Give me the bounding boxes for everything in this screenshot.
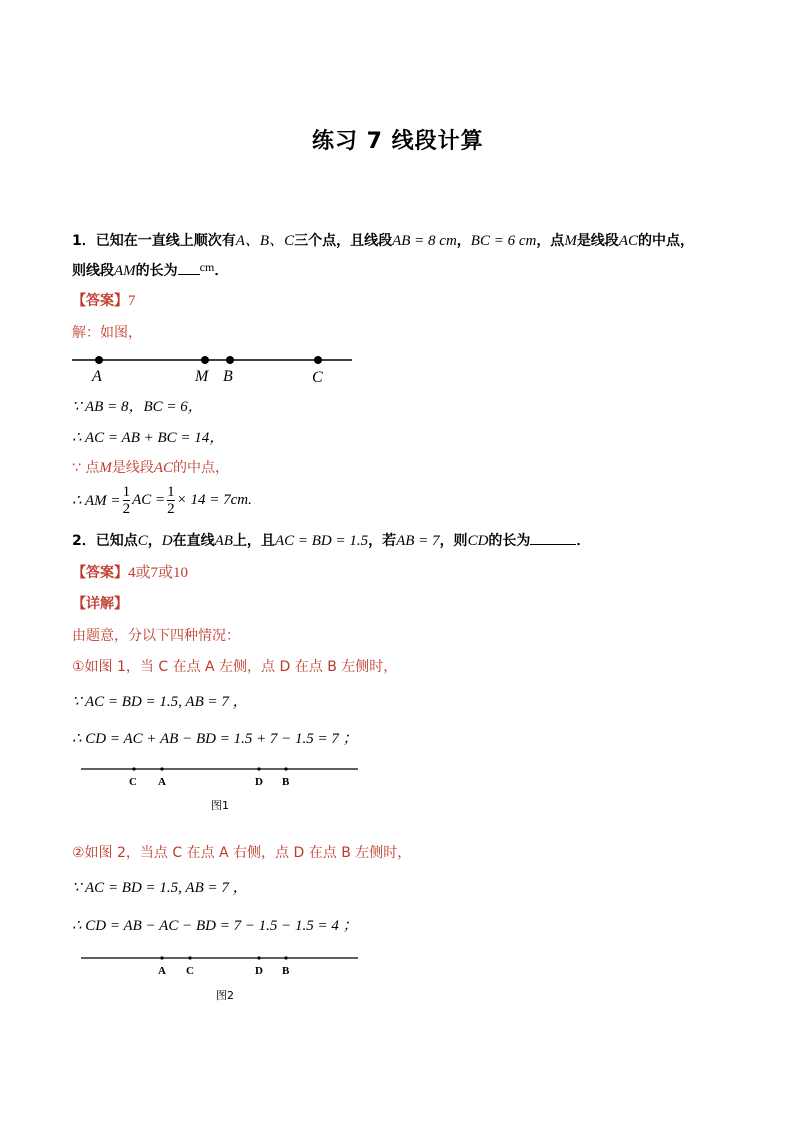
q2-intro: 由题意，分以下四种情况： bbox=[72, 628, 240, 644]
q2-detail-label: 【详解】 bbox=[72, 596, 128, 612]
fig2-label-b: B bbox=[282, 965, 290, 977]
fig2-point-a bbox=[160, 956, 163, 959]
q1-answer: 【答案】7 bbox=[72, 293, 136, 309]
q2-case2: ②如图 2，当点 C 在点 A 右侧，点 D 在点 B 左侧时， bbox=[72, 845, 412, 861]
answer-blank bbox=[530, 530, 576, 545]
fig1-label-a: A bbox=[158, 776, 166, 788]
answer-blank bbox=[178, 260, 200, 275]
fig2-label-c: C bbox=[186, 965, 194, 977]
q2-answer: 【答案】4或7或10 bbox=[72, 565, 189, 581]
point-c bbox=[314, 356, 322, 364]
point-a bbox=[95, 356, 103, 364]
q1-step3: ∵ 点M是线段AC的中点， bbox=[72, 460, 230, 476]
q1-fig-label-m: M bbox=[195, 368, 209, 385]
fig1-label-c: C bbox=[129, 776, 137, 788]
q1-statement-line2: 则线段AM的长为 cm． bbox=[72, 260, 229, 279]
q2-figure1 bbox=[80, 763, 362, 777]
q1-fig-label-b: B bbox=[223, 368, 233, 385]
fraction-half: $\frac{1}{2}$ bbox=[122, 484, 131, 517]
q2-figure2 bbox=[80, 952, 362, 966]
q1-solution-intro: 解：如图， bbox=[72, 325, 142, 341]
fig1-point-d bbox=[257, 767, 260, 770]
q2-case1-given: ∵ AC = BD = 1.5, AB = 7 ， bbox=[72, 694, 248, 710]
page-title: 练习 7 线段计算 bbox=[312, 129, 484, 154]
q1-step4: ∴ AM = $\frac{1}{2}$ AC = $\frac{1}{2}$ × 14 = 7cm. bbox=[72, 484, 252, 517]
q1-statement-line1: 1．已知在一直线上顺次有A、B、C三个点，且线段AB = 8 cm，BC = 6 cm，点M是线段AC的中点， bbox=[72, 233, 694, 249]
q1-step2: ∴ AC = AB + BC = 14， bbox=[72, 430, 225, 446]
fig1-label-b: B bbox=[282, 776, 290, 788]
fig1-label-d: D bbox=[255, 776, 263, 788]
point-b bbox=[226, 356, 234, 364]
fig1-point-a bbox=[160, 767, 163, 770]
fig2-caption: 图2 bbox=[216, 989, 234, 1002]
fig2-point-c bbox=[188, 956, 191, 959]
fig1-point-c bbox=[132, 767, 135, 770]
fig1-point-b bbox=[284, 767, 287, 770]
fig2-label-a: A bbox=[158, 965, 166, 977]
q2-statement: 2．已知点C，D在直线AB上，且AC = BD = 1.5，若AB = 7，则CD的长为 ． bbox=[72, 530, 590, 550]
q2-case2-given: ∵ AC = BD = 1.5, AB = 7 ， bbox=[72, 880, 248, 896]
q1-fig-label-a: A bbox=[92, 368, 102, 385]
q2-case2-calc: ∴ CD = AB − AC − BD = 7 − 1.5 − 1.5 = 4 ； bbox=[72, 918, 358, 934]
fig2-point-d bbox=[257, 956, 260, 959]
q1-step1: ∵ AB = 8，BC = 6， bbox=[72, 399, 203, 415]
q2-case1-calc: ∴ CD = AC + AB − BD = 1.5 + 7 − 1.5 = 7 ； bbox=[72, 731, 358, 747]
q1-fig-label-c: C bbox=[312, 369, 323, 386]
fig2-point-b bbox=[284, 956, 287, 959]
fraction-half-2: $\frac{1}{2}$ bbox=[167, 484, 175, 517]
point-m bbox=[201, 356, 209, 364]
fig2-label-d: D bbox=[255, 965, 263, 977]
q2-case1: ①如图 1，当 C 在点 A 左侧，点 D 在点 B 左侧时， bbox=[72, 659, 398, 675]
fig1-caption: 图1 bbox=[211, 799, 229, 812]
